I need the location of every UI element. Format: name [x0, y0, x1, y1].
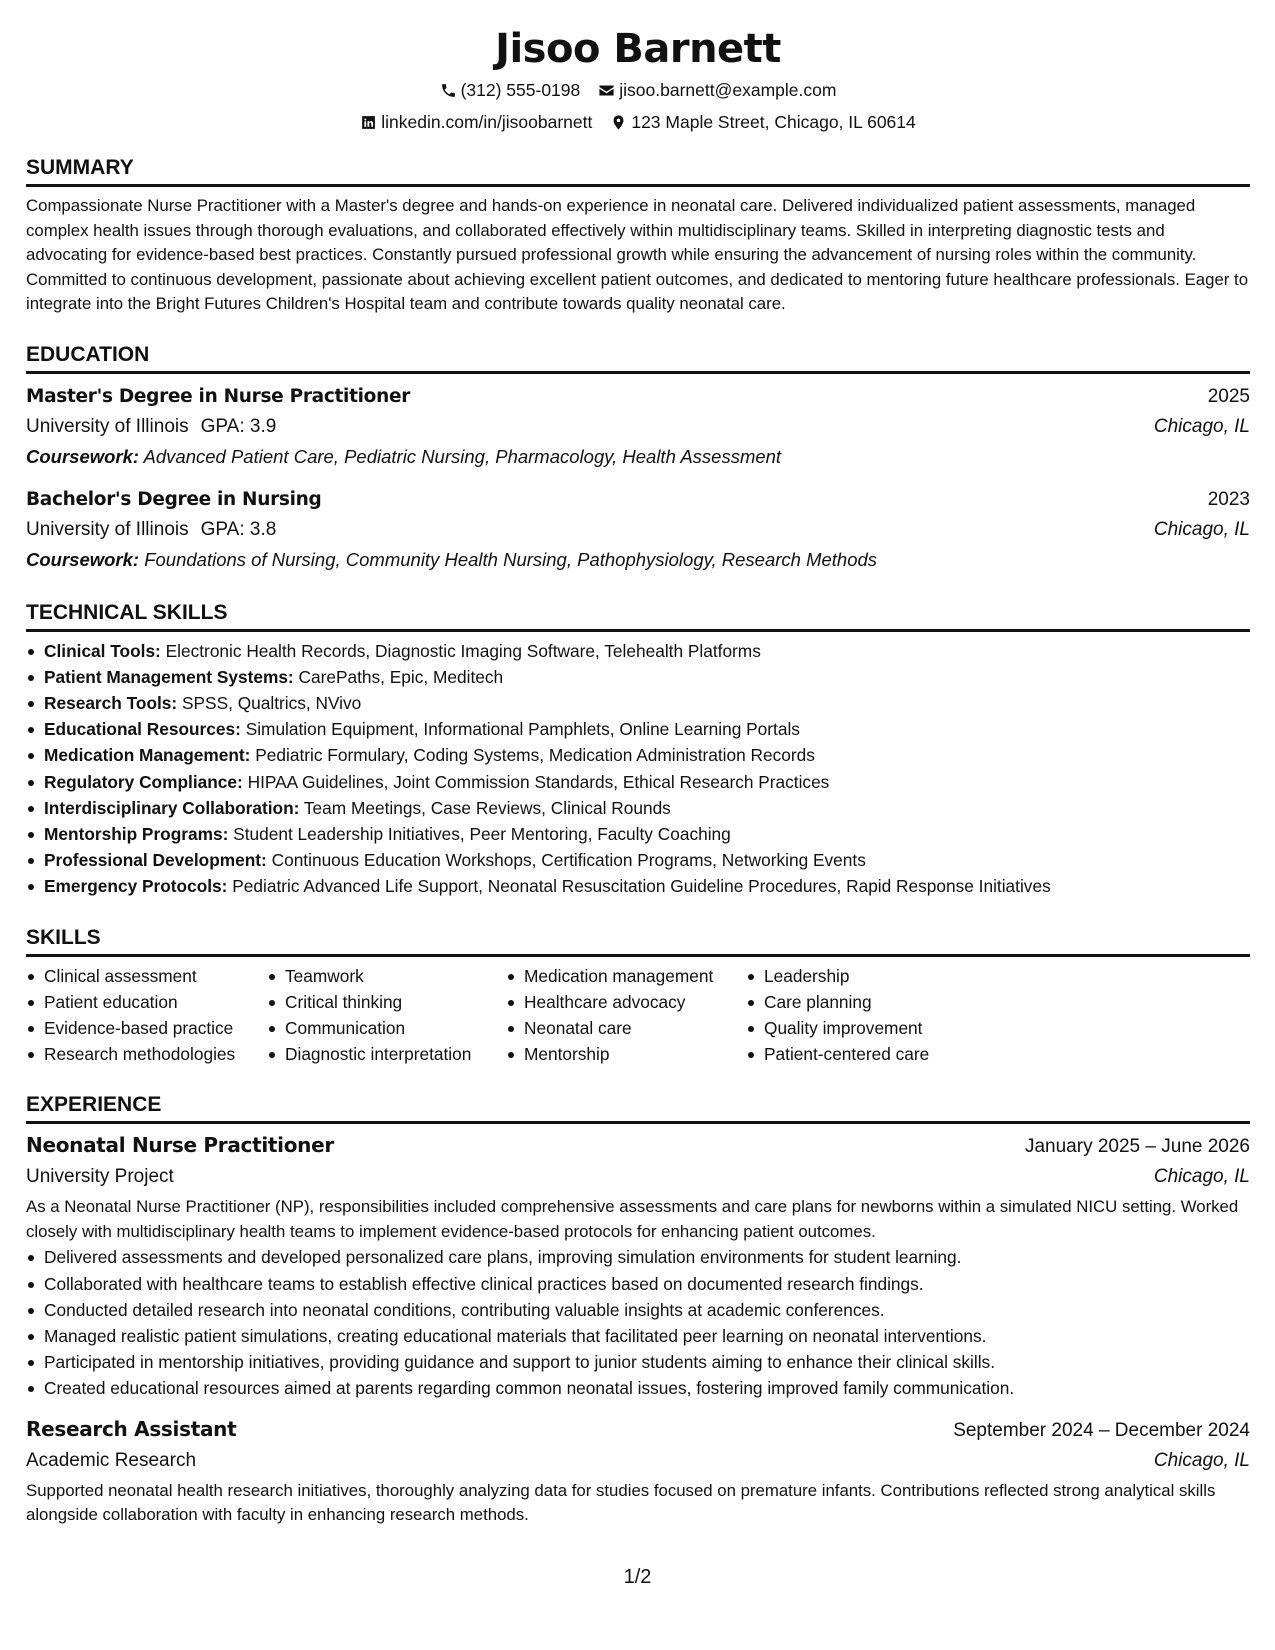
job-entry — [26, 1130, 1250, 1401]
technical-skills-heading: TECHNICAL SKILLS — [26, 599, 1250, 632]
school-location: Chicago, IL — [1153, 518, 1250, 540]
job-description: As a Neonatal Nurse Practitioner (NP), responsibilities included comprehensive assessments and care plans for newborns within a simulated NICU setting. Worked closely with multidisciplinary health teams to implement evidence-based protocols for enhancing patient outcomes. — [26, 1197, 1239, 1241]
list-item: Collaborated with healthcare teams to establish effective clinical practices based on documented research findings. — [26, 1271, 1250, 1297]
technical-skills-list — [26, 638, 1250, 900]
job-organization: Academic Research — [26, 1449, 197, 1471]
coursework-list: Foundations of Nursing, Community Health Nursing, Pathophysiology, Research Methods — [144, 548, 878, 570]
contact-linkedin[interactable] — [360, 110, 592, 134]
skill-values: Continuous Education Workshops, Certification Programs, Networking Events — [271, 850, 866, 871]
coursework-label: Coursework: — [26, 445, 140, 467]
list-item — [26, 873, 1250, 899]
list-item — [26, 716, 1250, 742]
address-text: 123 Maple Street, Chicago, IL 60614 — [631, 112, 916, 132]
degree-title: Bachelor's Degree in Nursing — [26, 488, 322, 510]
education-heading: EDUCATION — [26, 341, 1250, 374]
skills-heading: SKILLS — [26, 924, 1250, 957]
resume-page — [26, 0, 1250, 1528]
list-item — [26, 847, 1250, 873]
list-item: Diagnostic interpretation — [267, 1041, 506, 1067]
skill-category: Interdisciplinary Collaboration: — [44, 797, 300, 818]
coursework — [26, 442, 1250, 472]
list-item — [26, 795, 1250, 821]
list-item: Evidence-based practice — [26, 1015, 267, 1041]
skill-values: SPSS, Qualtrics, NVivo — [181, 692, 362, 713]
job-description: Supported neonatal health research initiatives, thoroughly analyzing data for studies focused on premature infants. Contributions reflected strong analytical skills alongside collaboration with faculty in enhancing research methods. — [26, 1480, 1216, 1525]
contact-row-2 — [26, 110, 1250, 134]
list-item — [26, 769, 1250, 795]
skill-category: Emergency Protocols: — [44, 876, 228, 897]
job-organization: University Project — [26, 1166, 174, 1188]
list-item — [26, 690, 1250, 716]
list-item: Patient-centered care — [746, 1041, 986, 1067]
job-title: Neonatal Nurse Practitioner — [26, 1133, 334, 1158]
list-item: Healthcare advocacy — [506, 989, 746, 1015]
skill-values: Electronic Health Records, Diagnostic Imaging Software, Telehealth Platforms — [165, 640, 761, 661]
skill-category: Educational Resources: — [44, 719, 241, 740]
candidate-name: Jisoo Barnett — [495, 26, 781, 72]
coursework-label: Coursework: — [26, 548, 140, 570]
page-number: 1/2 — [623, 1566, 652, 1588]
skill-values: CarePaths, Epic, Meditech — [298, 666, 504, 687]
list-item: Delivered assessments and developed personalized care plans, improving simulation environments for student learning. — [26, 1244, 1250, 1270]
list-item: Neonatal care — [506, 1015, 746, 1041]
skills-grid — [26, 963, 1250, 1068]
envelope-icon — [598, 82, 615, 99]
skill-values: Pediatric Formulary, Coding Systems, Medication Administration Records — [255, 745, 815, 766]
list-item: Quality improvement — [746, 1015, 986, 1041]
education-entry — [26, 485, 1250, 575]
list-item: Teamwork — [267, 963, 506, 989]
skills-column — [506, 963, 746, 1068]
degree-title: Master's Degree in Nurse Practitioner — [26, 385, 411, 407]
summary-heading: SUMMARY — [26, 154, 1250, 187]
skill-values: Student Leadership Initiatives, Peer Mentoring, Faculty Coaching — [233, 823, 731, 844]
list-item: Mentorship — [506, 1041, 746, 1067]
skill-values: Pediatric Advanced Life Support, Neonatal Resuscitation Guideline Procedures, Rapid Response Initiatives — [232, 876, 1051, 897]
graduation-year: 2023 — [1207, 488, 1250, 510]
skill-values: HIPAA Guidelines, Joint Commission Standards, Ethical Research Practices — [247, 771, 830, 792]
phone-icon — [440, 82, 457, 99]
email-link[interactable]: jisoo.barnett@example.com — [619, 80, 837, 100]
school-name: University of Illinois — [26, 415, 189, 437]
phone-text: (312) 555-0198 — [460, 80, 581, 100]
job-dates: January 2025 – June 2026 — [1024, 1136, 1250, 1158]
school-line — [26, 515, 276, 545]
skill-category: Clinical Tools: — [44, 640, 161, 661]
list-item: Clinical assessment — [26, 963, 267, 989]
skill-category: Medication Management: — [44, 745, 251, 766]
school-location: Chicago, IL — [1153, 415, 1250, 437]
list-item — [26, 742, 1250, 768]
contact-address — [610, 110, 915, 134]
job-bullets — [26, 1244, 1250, 1401]
skills-column — [267, 963, 506, 1068]
list-item: Medication management — [506, 963, 746, 989]
list-item: Research methodologies — [26, 1041, 267, 1067]
map-pin-icon — [610, 114, 627, 131]
graduation-year: 2025 — [1207, 385, 1250, 407]
linkedin-link[interactable]: linkedin.com/in/jisoobarnett — [381, 112, 593, 132]
job-dates: September 2024 – December 2024 — [953, 1419, 1250, 1441]
gpa: GPA: 3.9 — [200, 415, 277, 437]
experience-heading: EXPERIENCE — [26, 1091, 1250, 1124]
skill-values: Simulation Equipment, Informational Pamphlets, Online Learning Portals — [245, 719, 800, 740]
skills-column — [26, 963, 267, 1068]
list-item: Created educational resources aimed at parents regarding common neonatal issues, fostering improved family communication. — [26, 1375, 1250, 1401]
skill-values: Team Meetings, Case Reviews, Clinical Rounds — [303, 797, 671, 818]
skill-category: Regulatory Compliance: — [44, 771, 243, 792]
contact-row-1 — [26, 78, 1250, 102]
job-location: Chicago, IL — [1153, 1166, 1250, 1188]
list-item: Managed realistic patient simulations, creating educational materials that facilitated peer learning on neonatal interventions. — [26, 1323, 1250, 1349]
contact-email[interactable] — [598, 78, 836, 102]
list-item: Patient education — [26, 989, 267, 1015]
gpa: GPA: 3.8 — [200, 518, 277, 540]
education-entry — [26, 382, 1250, 472]
skills-column — [746, 963, 986, 1068]
list-item: Communication — [267, 1015, 506, 1041]
list-item: Leadership — [746, 963, 986, 989]
list-item — [26, 638, 1250, 664]
skill-category: Research Tools: — [44, 692, 178, 713]
coursework-list: Advanced Patient Care, Pediatric Nursing, Pharmacology, Health Assessment — [143, 445, 782, 467]
list-item — [26, 664, 1250, 690]
job-entry — [26, 1414, 1250, 1528]
job-title: Research Assistant — [26, 1416, 237, 1441]
list-item: Care planning — [746, 989, 986, 1015]
list-item: Participated in mentorship initiatives, providing guidance and support to junior students aiming to enhance their clinical skills. — [26, 1349, 1250, 1375]
skill-category: Professional Development: — [44, 850, 267, 871]
school-line — [26, 412, 276, 442]
summary-text: Compassionate Nurse Practitioner with a Master's degree and hands-on experience in neonatal care. Delivered individualized patient assessments, managed complex health issues through thorough evaluations, and collaborated effectively within multidisciplinary teams. Skilled in interpreting diagnostic tests and advocating for evidence-based best practices. Constantly pursued professional growth while ensuring the advancement of nursing roles within the community. Committed to continuous development, passionate about achieving excellent patient outcomes, and dedicated to mentoring future healthcare professionals. Eager to integrate into the Bright Futures Children's Hospital team and contribute towards quality neonatal care. — [26, 196, 1249, 313]
list-item: Critical thinking — [267, 989, 506, 1015]
contact-phone — [440, 78, 581, 102]
linkedin-icon — [360, 114, 377, 131]
school-name: University of Illinois — [26, 518, 189, 540]
skill-category: Mentorship Programs: — [44, 823, 229, 844]
list-item — [26, 821, 1250, 847]
skill-category: Patient Management Systems: — [44, 666, 294, 687]
coursework — [26, 545, 1250, 575]
list-item: Conducted detailed research into neonatal conditions, contributing valuable insights at academic conferences. — [26, 1297, 1250, 1323]
job-location: Chicago, IL — [1153, 1449, 1250, 1471]
